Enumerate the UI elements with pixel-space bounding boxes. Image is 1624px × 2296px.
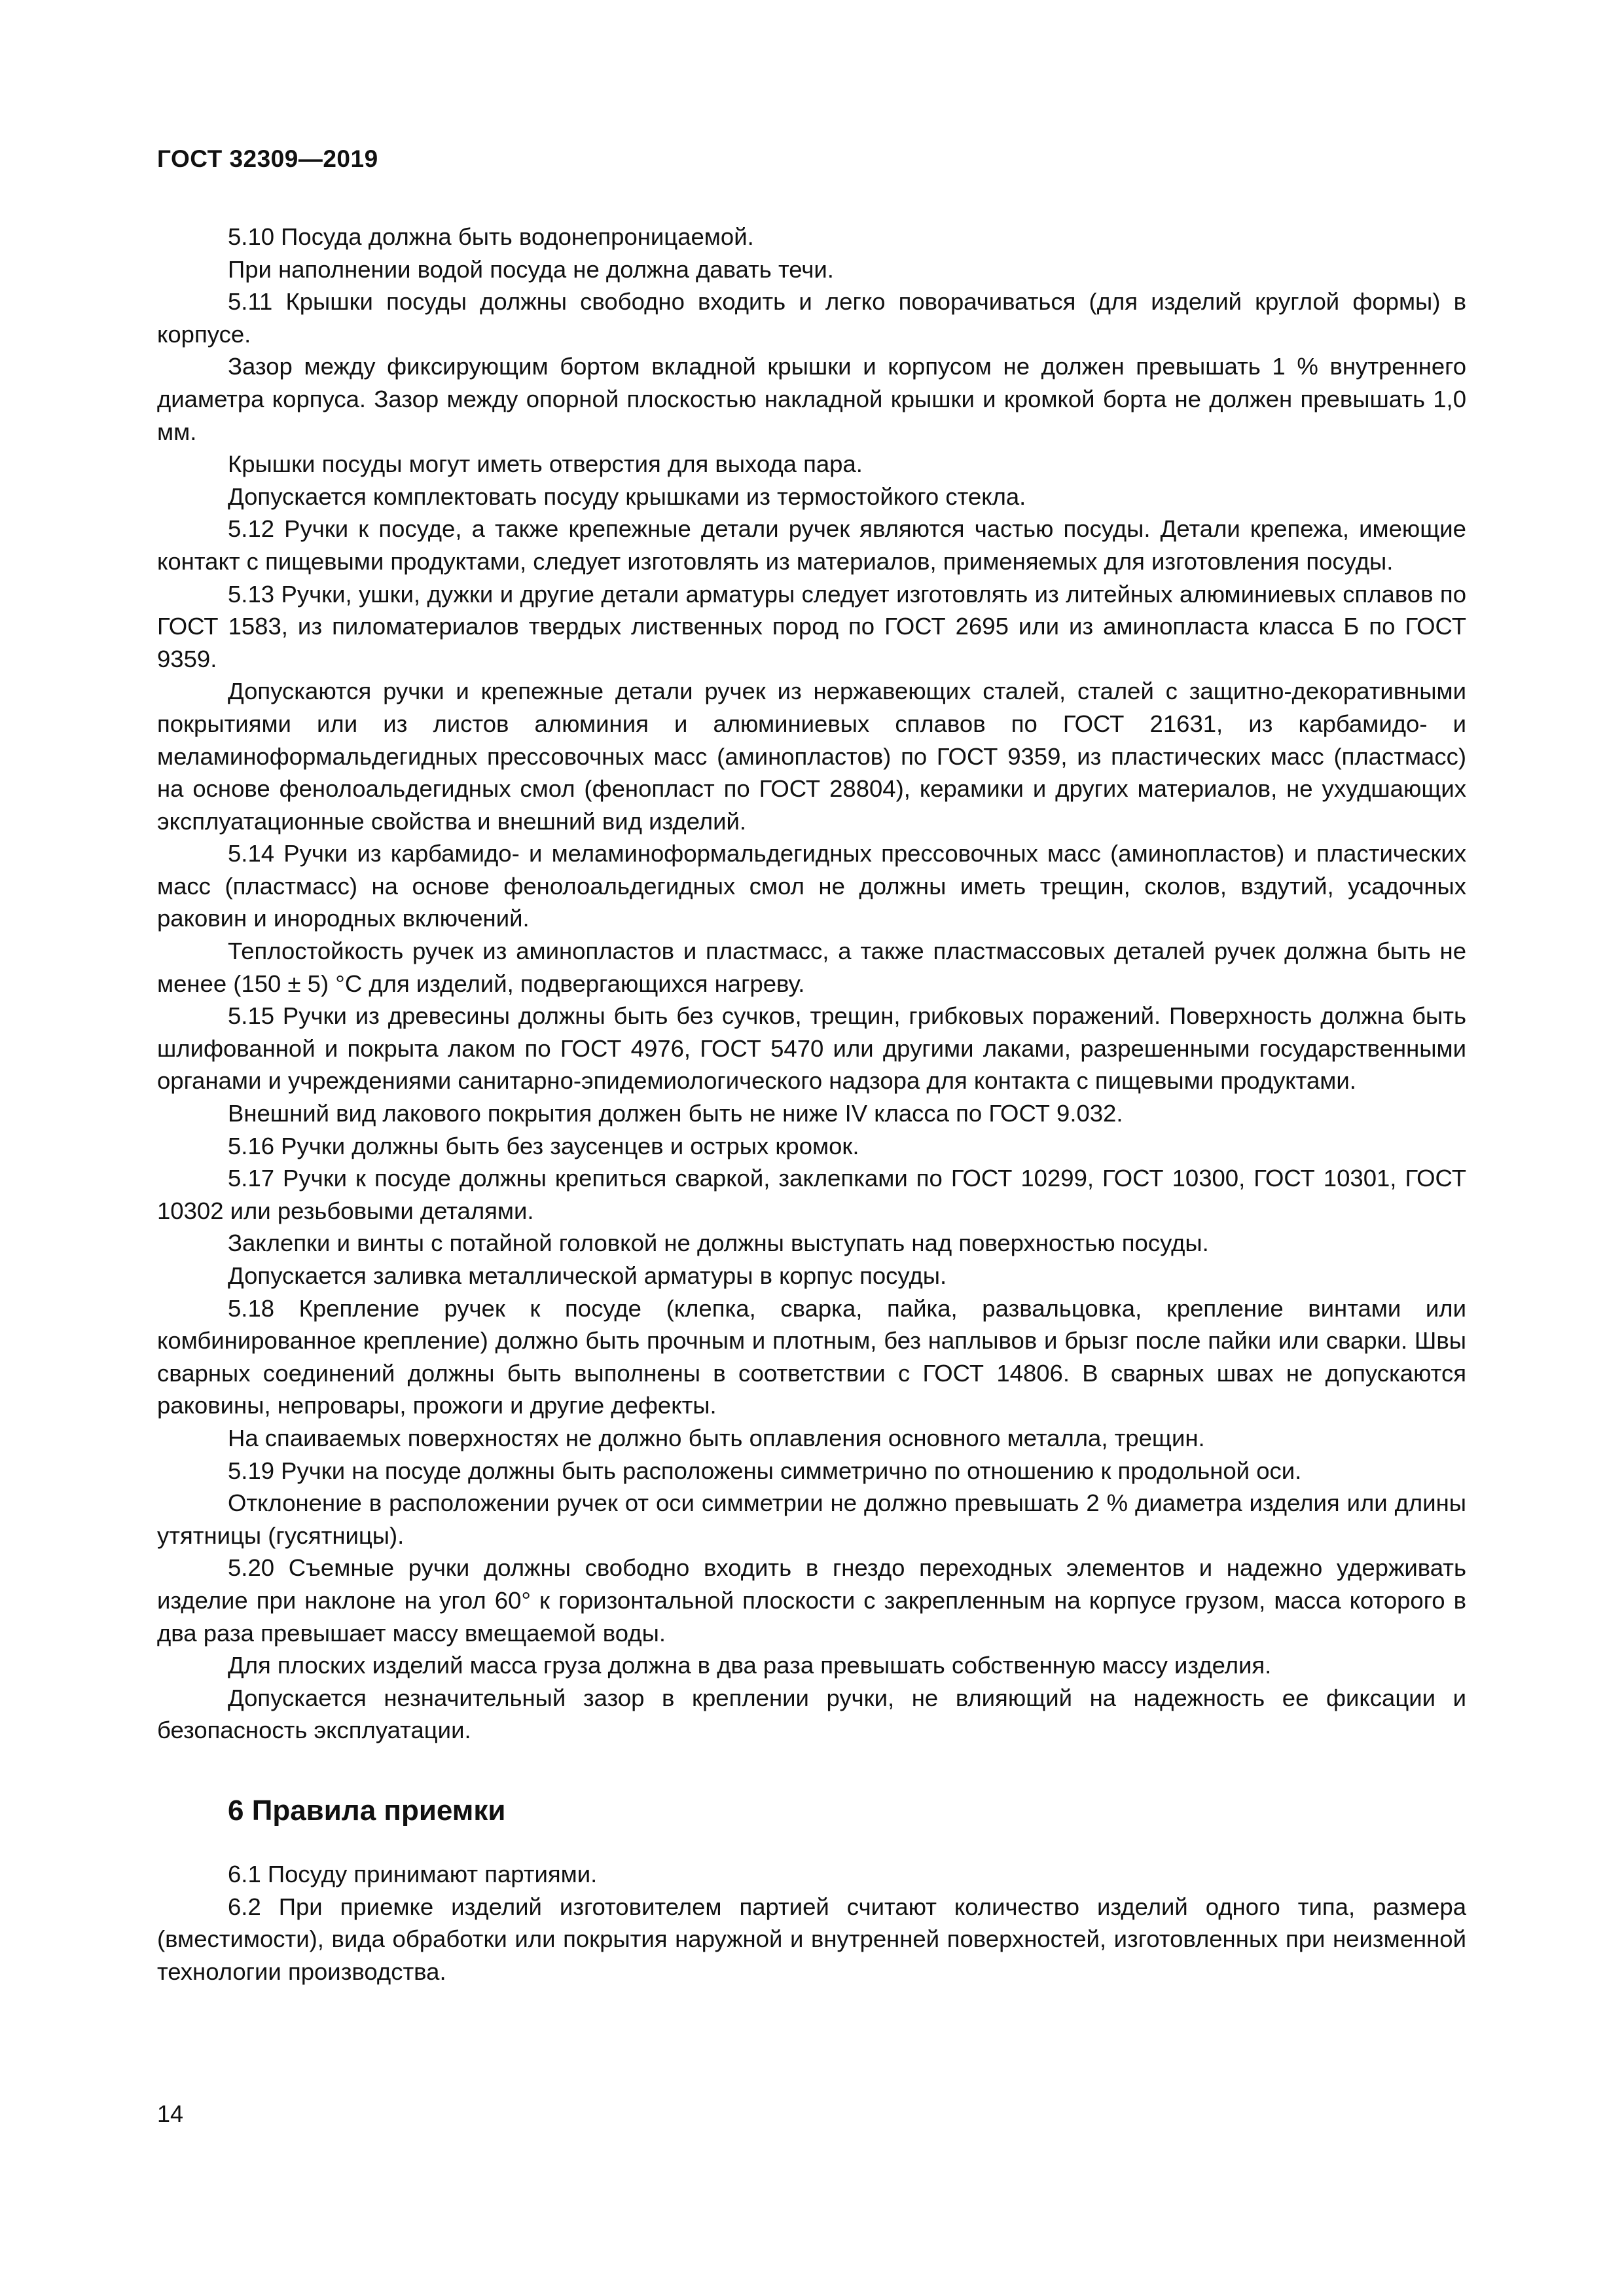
paragraph: Крышки посуды могут иметь отверстия для выхода пара. (228, 450, 863, 478)
paragraph: 5.10 Посуда должна быть водонепроницаемой. (228, 223, 754, 250)
paragraph: 6.1 Посуду принимают партиями. (228, 1860, 598, 1887)
paragraph: На спаиваемых поверхностях не должно быть оплавления основного металла, трещин. (228, 1424, 1205, 1451)
paragraph: Допускается незначительный зазор в креплении ручки, не влияющий на надежность ее фиксации и безопасность эксплуатации. (157, 1684, 1466, 1744)
paragraph: 5.19 Ручки на посуде должны быть расположены симметрично по отношению к продольной оси. (228, 1457, 1302, 1484)
paragraph: 5.13 Ручки, ушки, дужки и другие детали арматуры следует изготовлять из литейных алюминиевых сплавов по ГОСТ 1583, из пиломатериалов твердых лиственных пород по ГОСТ 2695 или из аминопласта класса Б по ГОСТ 9359. (157, 580, 1466, 672)
paragraph: При наполнении водой посуда не должна давать течи. (228, 255, 834, 283)
paragraph: 6.2 При приемке изделий изготовителем партией считают количество изделий одного типа, размера (вместимости), вида обработки или покрытия наружной и внутренней поверхностей, изготовленных при неизменной технологии производства. (157, 1893, 1466, 1985)
paragraph: Внешний вид лакового покрытия должен быть не ниже IV класса по ГОСТ 9.032. (228, 1100, 1123, 1127)
paragraph: 5.20 Съемные ручки должны свободно входить в гнездо переходных элементов и надежно удерживать изделие при наклоне на угол 60° к горизонтальной плоскости с закрепленным на корпусе грузом, масса которого в два раза превышает массу вмещаемой воды. (157, 1554, 1466, 1647)
paragraph: 5.12 Ручки к посуде, а также крепежные детали ручек являются частью посуды. Детали крепежа, имеющие контакт с пищевыми продуктами, следует изготовлять из материалов, применяемых для изготовления посуды. (157, 515, 1466, 575)
paragraph: 5.15 Ручки из древесины должны быть без сучков, трещин, грибковых поражений. Поверхность должна быть шлифованной и покрыта лаком по ГОСТ 4976, ГОСТ 5470 или другими лаками, разрешенными государственными органами и учреждениями санитарно-эпидемиологического надзора для контакта с пищевыми продуктами. (157, 1002, 1466, 1095)
paragraph: Теплостойкость ручек из аминопластов и пластмасс, а также пластмассовых деталей ручек должна быть не менее (150 ± 5) °С для изделий, подвергающихся нагреву. (157, 938, 1466, 997)
paragraph: 5.16 Ручки должны быть без заусенцев и острых кромок. (228, 1132, 859, 1159)
paragraph: Зазор между фиксирующим бортом вкладной крышки и корпусом не должен превышать 1 % внутреннего диаметра корпуса. Зазор между опорной плоскостью накладной крышки и кромкой борта не должен превышать 1,0 мм. (157, 353, 1466, 445)
document-body (157, 221, 1466, 1988)
paragraph: 5.17 Ручки к посуде должны крепиться сваркой, заклепками по ГОСТ 10299, ГОСТ 10300, ГОСТ 10301, ГОСТ 10302 или резьбовыми деталями. (157, 1165, 1466, 1224)
page-number: 14 (157, 2100, 184, 2127)
paragraph: Отклонение в расположении ручек от оси симметрии не должно превышать 2 % диаметра изделия или длины утятницы (гусятницы). (157, 1489, 1466, 1549)
paragraph: Допускается комплектовать посуду крышками из термостойкого стекла. (228, 483, 1026, 510)
paragraph: Допускается заливка металлической арматуры в корпус посуды. (228, 1262, 947, 1289)
paragraph: 5.14 Ручки из карбамидо- и меламиноформальдегидных прессовочных масс (аминопластов) и пластических масс (пластмасс) на основе фенолоальдегидных смол не должны иметь трещин, сколов, вздутий, усадочных раковин и инородных включений. (157, 840, 1466, 932)
paragraph: Допускаются ручки и крепежные детали ручек из нержавеющих сталей, сталей с защитно-декоративными покрытиями или из листов алюминия и алюминиевых сплавов по ГОСТ 21631, из карбамидо- и меламиноформальдегидных прессовочных масс (аминопластов) по ГОСТ 9359, из пластических масс (пластмасс) на основе фенолоальдегидных смол (фенопласт по ГОСТ 28804), керамики и других материалов, не ухудшающих эксплуатационные свойства и внешний вид изделий. (157, 678, 1466, 835)
paragraph: 5.11 Крышки посуды должны свободно входить и легко поворачиваться (для изделий круглой формы) в корпусе. (157, 288, 1466, 348)
paragraph: Заклепки и винты с потайной головкой не должны выступать над поверхностью посуды. (228, 1230, 1209, 1257)
paragraph: 5.18 Крепление ручек к посуде (клепка, сварка, пайка, развальцовка, крепление винтами или комбинированное крепление) должно быть прочным и плотным, без наплывов и брызг после пайки или сварки. Швы сварных соединений должны быть выполнены в соответствии с ГОСТ 14806. В сварных швах не допускаются раковины, непровары, прожоги и другие дефекты. (157, 1294, 1466, 1419)
paragraph: Для плоских изделий масса груза должна в два раза превышать собственную массу изделия. (228, 1652, 1272, 1679)
document-header: ГОСТ 32309—2019 (157, 145, 378, 172)
section-heading: 6 Правила приемки (228, 1794, 506, 1827)
